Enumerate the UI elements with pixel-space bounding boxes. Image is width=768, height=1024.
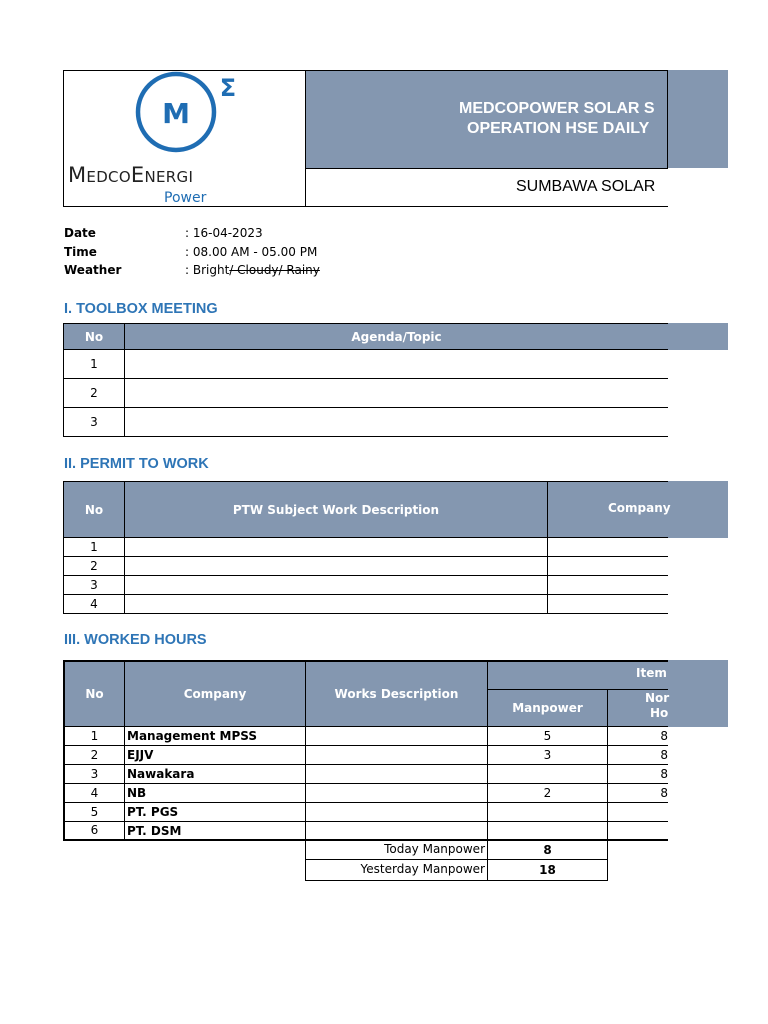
hours-row-manpower: 3 bbox=[487, 745, 608, 765]
toolbox-row-topic bbox=[124, 378, 668, 408]
hours-row-works bbox=[305, 764, 488, 784]
hours-row-no: 6 bbox=[63, 821, 125, 841]
hours-col-works: Works Description bbox=[305, 660, 488, 727]
yesterday-manpower-value: 18 bbox=[487, 859, 608, 881]
hours-row-company: EJJV bbox=[124, 745, 306, 765]
weather-rainy: / Rainy bbox=[278, 263, 320, 277]
hours-row-no: 3 bbox=[63, 764, 125, 784]
hours-row-normal-hours: 8 bbox=[607, 745, 668, 765]
hours-row-company: NB bbox=[124, 783, 306, 803]
hours-row-normal-hours bbox=[607, 821, 668, 841]
hours-row-company: Management MPSS bbox=[124, 726, 306, 746]
date-value: : 16-04-2023 bbox=[185, 226, 263, 240]
toolbox-title: I. TOOLBOX MEETING bbox=[64, 301, 218, 317]
hours-col-item: Item bbox=[636, 666, 667, 680]
ptw-col-no: No bbox=[63, 481, 125, 538]
hours-col-no: No bbox=[63, 660, 125, 727]
ptw-row-desc bbox=[124, 556, 548, 576]
toolbox-col-topic: Agenda/Topic bbox=[124, 323, 668, 350]
hours-row-manpower bbox=[487, 821, 608, 841]
ptw-row-desc bbox=[124, 575, 548, 595]
toolbox-row-topic bbox=[124, 407, 668, 437]
toolbox-col-no: No bbox=[63, 323, 125, 350]
site-name: SUMBAWA SOLAR bbox=[516, 178, 656, 195]
ptw-row-no: 3 bbox=[63, 575, 125, 595]
yesterday-manpower-label: Yesterday Manpower bbox=[305, 859, 488, 881]
today-manpower-value: 8 bbox=[487, 839, 608, 860]
date-label: Date bbox=[64, 226, 96, 240]
time-value: : 08.00 AM - 05.00 PM bbox=[185, 245, 318, 259]
hours-col-company: Company bbox=[124, 660, 306, 727]
hours-row-manpower: 2 bbox=[487, 783, 608, 803]
hours-row-no: 2 bbox=[63, 745, 125, 765]
ptw-row-desc bbox=[124, 594, 548, 614]
report-title-line1: MEDCOPOWER SOLAR S bbox=[459, 100, 655, 117]
weather-bright: Bright bbox=[192, 263, 230, 277]
hours-row-normal-hours: 8 bbox=[607, 764, 668, 784]
hours-row-manpower bbox=[487, 802, 608, 822]
hours-col-normal-2: Ho bbox=[650, 706, 669, 720]
svg-text:Σ: Σ bbox=[219, 74, 237, 102]
ptw-row-company bbox=[547, 556, 668, 576]
hours-row-manpower bbox=[487, 764, 608, 784]
report-title-line2: OPERATION HSE DAILY bbox=[467, 120, 650, 137]
ptw-col-company: Company bbox=[608, 501, 671, 515]
medco-logo-icon bbox=[130, 70, 245, 160]
hours-row-works bbox=[305, 745, 488, 765]
logo-sub-name: Power bbox=[164, 190, 207, 206]
toolbox-row-no: 3 bbox=[63, 407, 125, 437]
hours-col-manpower: Manpower bbox=[487, 689, 608, 727]
hours-row-manpower: 5 bbox=[487, 726, 608, 746]
hours-row-works bbox=[305, 783, 488, 803]
svg-text:M: M bbox=[162, 97, 190, 130]
toolbox-row-topic bbox=[124, 349, 668, 379]
hours-row-works bbox=[305, 802, 488, 822]
hours-row-normal-hours: 8 bbox=[607, 726, 668, 746]
hours-header-ext bbox=[668, 660, 728, 727]
hours-title: III. WORKED HOURS bbox=[64, 632, 207, 648]
hours-row-no: 1 bbox=[63, 726, 125, 746]
toolbox-row-no: 2 bbox=[63, 378, 125, 408]
weather-prefix: : bbox=[185, 263, 193, 277]
ptw-row-no: 4 bbox=[63, 594, 125, 614]
time-label: Time bbox=[64, 245, 97, 259]
logo-company-name: MedcoEnergi bbox=[68, 163, 194, 187]
report-title bbox=[305, 99, 668, 139]
hours-row-normal-hours bbox=[607, 802, 668, 822]
ptw-row-no: 1 bbox=[63, 537, 125, 557]
hours-row-no: 4 bbox=[63, 783, 125, 803]
hours-row-works bbox=[305, 726, 488, 746]
today-manpower-label: Today Manpower bbox=[305, 839, 488, 860]
ptw-row-company bbox=[547, 594, 668, 614]
hours-row-company: PT. DSM bbox=[124, 821, 306, 841]
weather-value bbox=[185, 263, 320, 277]
ptw-col-desc: PTW Subject Work Description bbox=[124, 481, 548, 538]
title-banner-ext bbox=[668, 70, 728, 168]
weather-label: Weather bbox=[64, 263, 122, 277]
ptw-row-company bbox=[547, 537, 668, 557]
toolbox-header-ext bbox=[668, 323, 728, 350]
hours-row-company: PT. PGS bbox=[124, 802, 306, 822]
hours-row-company: Nawakara bbox=[124, 764, 306, 784]
hours-col-normal-1: Nor bbox=[645, 691, 670, 705]
ptw-row-desc bbox=[124, 537, 548, 557]
ptw-header-ext bbox=[668, 481, 728, 538]
hours-row-works bbox=[305, 821, 488, 841]
ptw-row-company bbox=[547, 575, 668, 595]
hours-row-no: 5 bbox=[63, 802, 125, 822]
weather-cloudy: / Cloudy bbox=[229, 263, 279, 277]
ptw-title: II. PERMIT TO WORK bbox=[64, 456, 209, 472]
hours-row-normal-hours: 8 bbox=[607, 783, 668, 803]
toolbox-row-no: 1 bbox=[63, 349, 125, 379]
ptw-row-no: 2 bbox=[63, 556, 125, 576]
